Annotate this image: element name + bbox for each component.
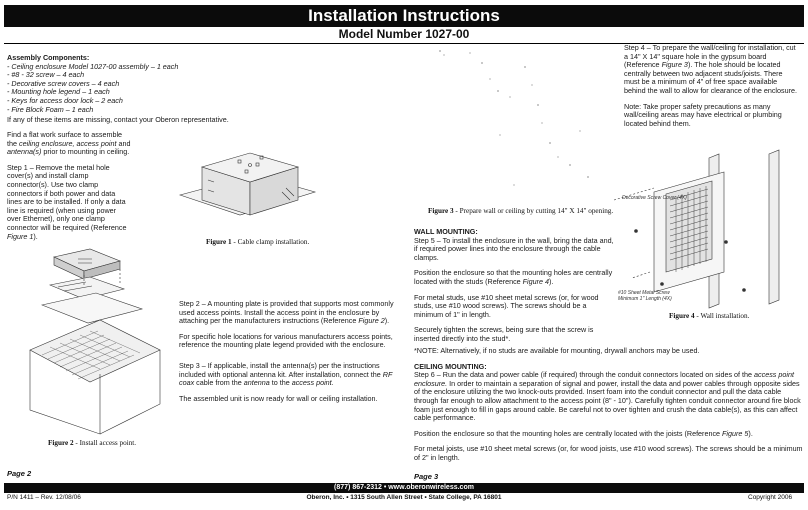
figure-3-wall-opening-illustration: [430, 45, 610, 205]
components-heading: Assembly Components:: [7, 53, 90, 62]
component-item: - Keys for access door lock – 2 each: [7, 95, 123, 105]
company-address: Oberon, Inc. • 1315 South Allen Street • State College, PA 16801: [306, 494, 502, 501]
securely-text: Securely tighten the screws, being sure that the screw is inserted directly into the stud*.: [414, 325, 594, 343]
wall-mounting-section: [414, 228, 614, 351]
step-5-text: Step 5 – To install the enclosure in the wall, bring the data and, if required power lines into the enclosure through the cable clamps.: [414, 235, 614, 262]
figure-4-wall-installation-illustration: [614, 152, 804, 312]
figure-1-enclosure-illustration: [170, 120, 325, 235]
find-surface-text: Find a flat work surface to assemble the ceiling enclosure, access point and antenna(s) prior to mounting in ceiling.: [7, 130, 131, 157]
metal-studs-text: For metal studs, use #10 sheet metal screws (or, for wood studs, use #10 wood screws). The screws should be a minimum of 1" in length.: [414, 292, 599, 319]
copyright: Copyright 2006: [748, 494, 793, 501]
page-number-right: Page 3: [414, 472, 439, 481]
step-4-column: [624, 44, 798, 135]
page-number-left: Page 2: [7, 469, 32, 478]
figure-3-caption: Figure 3 - Prepare wall or ceiling by cutting 14" X 14" opening.: [428, 207, 614, 215]
part-number: P/N 1411 – Rev. 12/08/06: [7, 494, 81, 501]
metal-joists-text: For metal joists, use #10 sheet metal screws (or, for wood joists, use #10 wood screws). The screws should be a minimum of 2" in length.: [414, 444, 803, 462]
assembly-components: [7, 54, 207, 114]
safety-note: Note: Take proper safety precautions as many wall/ceiling areas may have electrical or plumbing located behind them.: [624, 101, 782, 128]
ready-text: The assembled unit is now ready for wall or ceiling installation.: [179, 393, 378, 403]
figure-2-exploded-illustration: [20, 245, 170, 435]
component-item: - #8 - 32 screw – 4 each: [7, 70, 85, 80]
page-title: Installation Instructions: [4, 5, 804, 27]
step-3-text: Step 3 – If applicable, install the antenna(s) per the instructions included with optional antenna kit. After installation, connect the RF coax cable from the antenna to the access point.: [179, 360, 393, 388]
figure-4-caption: Figure 4 - Wall installation.: [669, 312, 750, 320]
component-item: - Fire Block Foam – 1 each: [7, 104, 94, 114]
component-item: - Mounting hole legend – 1 each: [7, 87, 110, 97]
missing-items-note: If any of these items are missing, contact your Oberon representative.: [7, 115, 229, 124]
step-4-text: Step 4 – To prepare the wall/ceiling for installation, cut a 14" X 14" square hole in the gypsum board (Reference Figure 3). The hole should be located centrally between two adjacent studs/joists. There must be a minimum of 4" of free space available behind the wall to allow for clearance of the enclosure.: [624, 43, 798, 95]
figure-1-caption: Figure 1 - Cable clamp installation.: [206, 238, 310, 246]
model-number: Model Number 1027-00: [338, 27, 470, 41]
ceiling-mounting-section: [414, 347, 804, 470]
component-item: - Ceiling enclosure Model 1027-00 assembly – 1 each: [7, 61, 179, 71]
position-studs-text: Position the enclosure so that the mounting holes are centrally located with the studs (Reference Figure 4).: [414, 268, 613, 286]
step-1-text: Step 1 – Remove the metal hole cover(s) and install clamp connector(s). Use two clamp connectors if both power and data lines are to be installed. If only a data line is required (when using power over Ethernet), only one clamp connector will be required (Reference Figure 1).: [7, 162, 127, 241]
wall-mounting-heading: WALL MOUNTING:: [414, 227, 478, 236]
decorative-cover-callout: Decorative Screw Cover (4X): [622, 195, 687, 201]
left-steps-2-3: [179, 300, 394, 410]
step-6-text: Step 6 – Run the data and power cable (if required) through the conduit connectors located on sides of the access point enclosure. In order to maintain a separation of signal and power, install the data and power cables through opposite sides of the enclosure utilizing the two knock-outs provided. Insert foam into the conduit connector and pull the data cable through far enough to allow attachment to the access point (8" - 10"). Carefully tighten conduit connector around fire block foam just enough to fill in gaps around cable. Be careful not to over tighten and crush the data cable(s), as this can affect cable performance.: [414, 370, 801, 423]
contact-bar: (877) 867-2312 • www.oberonwireless.com: [4, 483, 804, 493]
components-list: [7, 63, 207, 115]
step-2-note: For specific hole locations for various manufacturers access points, reference the mounting plate legend provided with the enclosure.: [179, 331, 393, 350]
screw-callout-1: #10 Sheet Metal Screw: [618, 290, 670, 296]
ceiling-mounting-heading: CEILING MOUNTING:: [414, 361, 487, 371]
position-joists-text: Position the enclosure so that the mounting holes are centrally located with the joists (Reference Figure 5).: [414, 428, 753, 438]
left-steps-column: [7, 131, 131, 248]
component-item: - Decorative screw covers – 4 each: [7, 78, 120, 88]
screw-callout-2: Minimum 1" Length (4X): [618, 296, 672, 302]
figure-2-caption: Figure 2 - Install access point.: [48, 439, 137, 447]
step-2-text: Step 2 – A mounting plate is provided that supports most commonly used access points. Install the access point in the enclosure by attaching per the manufacturers instructions (Reference Figure 2).: [179, 299, 394, 326]
alternative-note: *NOTE: Alternatively, if no studs are available for mounting, drywall anchors may be used.: [414, 346, 700, 355]
